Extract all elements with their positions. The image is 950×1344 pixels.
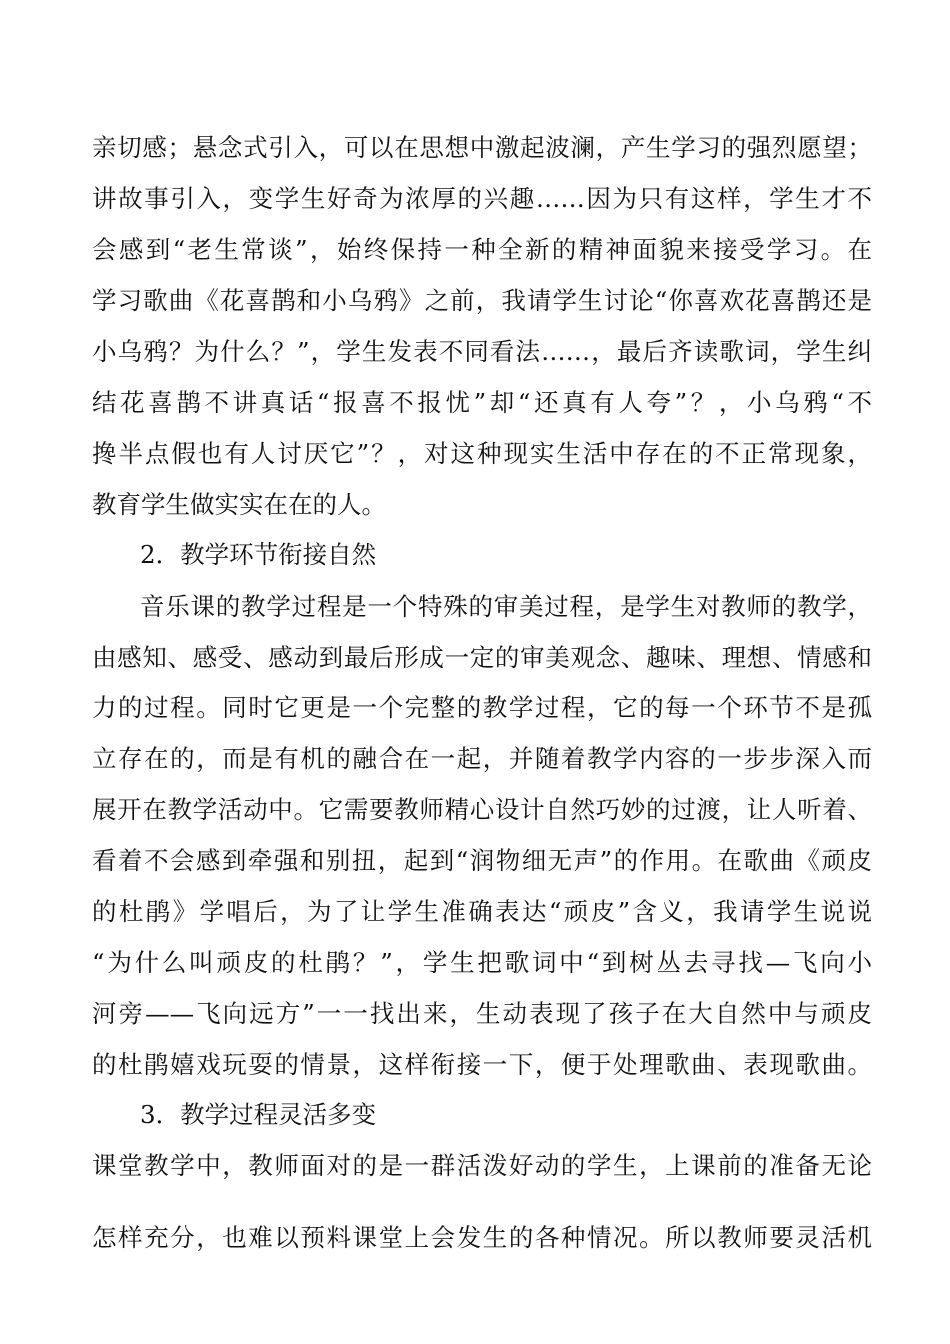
text-line: 搀半点假也有人讨厌它”？，对这种现实生活中存在的不正常现象，: [92, 439, 872, 468]
text-line: 结花喜鹊不讲真话“报喜不报忧”却“还真有人夸”？，小乌鸦“不: [92, 388, 872, 417]
text-line: 河旁——飞向远方”一一找出来，生动表现了孩子在大自然中与顽皮: [92, 999, 872, 1028]
text-line: 学习歌曲《花喜鹊和小乌鸦》之前，我请学生讨论“你喜欢花喜鹊还是: [92, 286, 872, 315]
text-line: 力的过程。同时它更是一个完整的教学过程，它的每一个环节不是孤: [92, 693, 872, 722]
text-line: 音乐课的教学过程是一个特殊的审美过程，是学生对教师的教学，: [140, 592, 872, 621]
text-line: 教育学生做实实在在的人。: [92, 490, 386, 519]
text-line: 看着不会感到牵强和别扭，起到“润物细无声”的作用。在歌曲《顽皮: [92, 846, 872, 875]
text-line: “为什么叫顽皮的杜鹃？”，学生把歌词中“到树丛去寻找—飞向小: [92, 948, 872, 977]
text-line: 课堂教学中，教师面对的是一群活泼好动的学生，上课前的准备无论: [92, 1151, 872, 1180]
text-line: 的杜鹃嬉戏玩耍的情景，这样衔接一下，便于处理歌曲、表现歌曲。: [92, 1050, 872, 1079]
text-line: 的杜鹃》学唱后，为了让学生准确表达“顽皮”含义，我请学生说说: [92, 897, 872, 926]
section-heading: 2．教学环节衔接自然: [140, 540, 377, 569]
text-line: 讲故事引入，变学生好奇为浓厚的兴趣……因为只有这样，学生才不: [92, 184, 872, 213]
text-line: 怎样充分，也难以预料课堂上会发生的各种情况。所以教师要灵活机: [92, 1223, 872, 1252]
text-line: 立存在的，而是有机的融合在一起，并随着教学内容的一步步深入而: [92, 744, 872, 773]
text-line: 亲切感；悬念式引入，可以在思想中激起波澜，产生学习的强烈愿望；: [92, 133, 872, 162]
text-line: 会感到“老生常谈”，始终保持一种全新的精神面貌来接受学习。在: [92, 235, 872, 264]
text-line: 小乌鸦？为什么？”，学生发表不同看法……，最后齐读歌词，学生纠: [92, 337, 872, 366]
text-line: 展开在教学活动中。它需要教师精心设计自然巧妙的过渡，让人听着、: [92, 795, 872, 824]
text-line: 由感知、感受、感动到最后形成一定的审美观念、趣味、理想、情感和: [92, 643, 872, 672]
section-heading: 3．教学过程灵活多变: [140, 1100, 377, 1129]
